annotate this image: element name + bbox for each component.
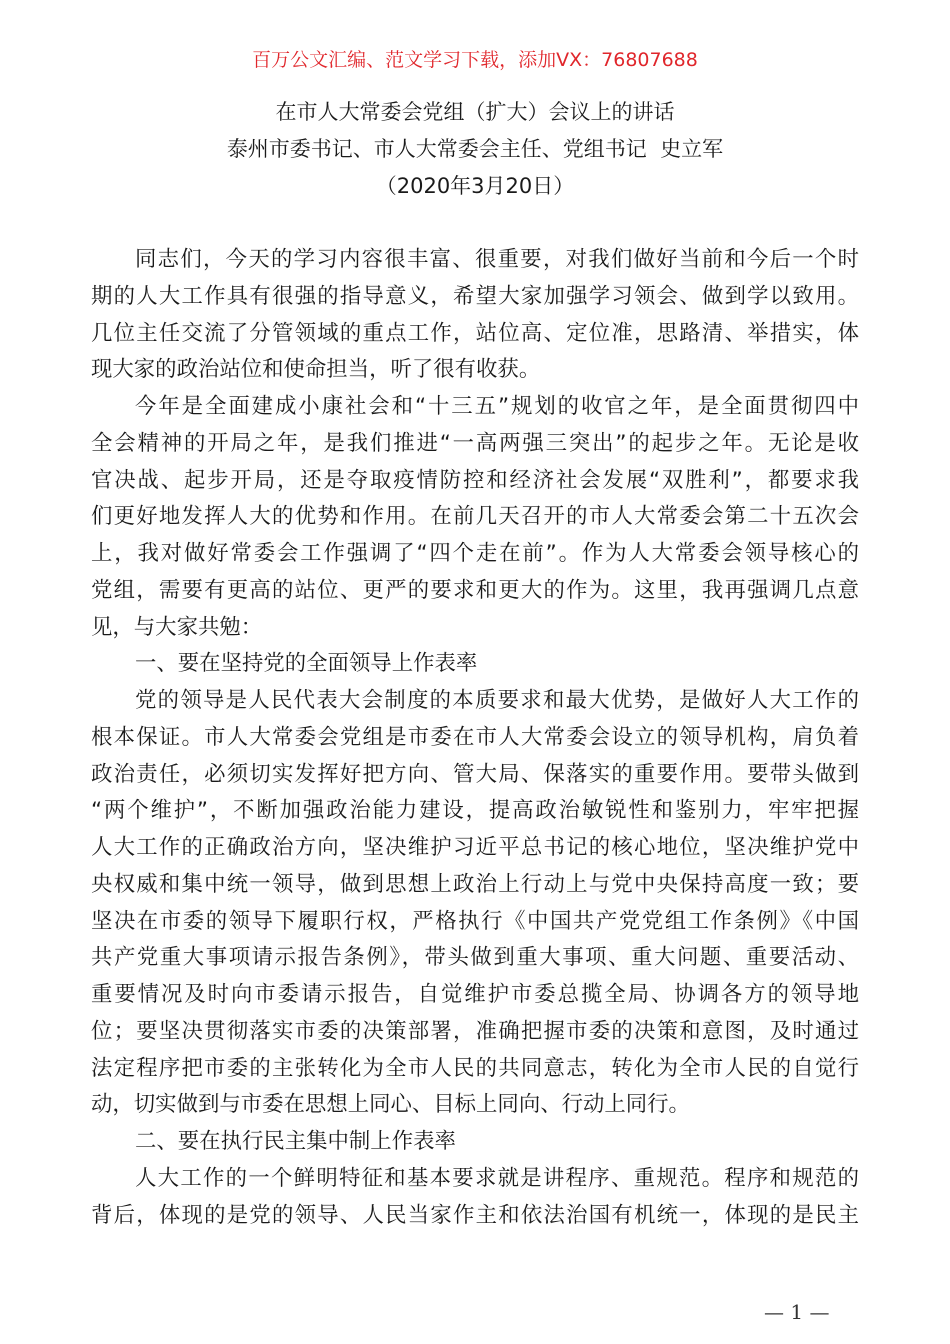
text-line: 见，与大家共勉：	[91, 614, 263, 640]
document-author: 泰州市委书记、市人大常委会主任、党组书记 史立军	[226, 137, 724, 161]
section-heading	[91, 646, 859, 683]
text-line: 们更好地发挥人大的优势和作用。在前几天召开的市人大常委会第二十五次会	[91, 504, 859, 530]
text-line: 根本保证。市人大常委会党组是市委在市人大常委会设立的领导机构，肩负着	[91, 724, 859, 750]
text-line: 今年是全面建成小康社会和“十三五”规划的收官之年，是全面贯彻四中	[135, 394, 859, 419]
text-line: 共产党重大事项请示报告条例》，带头做到重大事项、重大问题、重要活动、	[91, 945, 859, 971]
text-line: 几位主任交流了分管领域的重点工作，站位高、定位准，思路清、举措实，体	[91, 320, 859, 346]
paragraph	[91, 389, 859, 646]
text-line: 期的人大工作具有很强的指导意义，希望大家加强学习领会、做到学以致用。	[91, 283, 859, 309]
text-line: 人大工作的一个鲜明特征和基本要求就是讲程序、重规范。程序和规范的	[135, 1165, 859, 1191]
page-number: — 1 —	[764, 1300, 830, 1324]
text-line: 动，切实做到与市委在思想上同心、目标上同向、行动上同行。	[91, 1092, 690, 1118]
text-line: 人大工作的正确政治方向，坚决维护习近平总书记的核心地位，坚决维护党中	[91, 835, 859, 860]
document-body	[91, 242, 859, 1234]
paragraph	[91, 1161, 859, 1235]
text-line: 二、要在执行民主集中制上作表率	[135, 1129, 456, 1154]
text-line: 现大家的政治站位和使命担当，听了很有收获。	[91, 357, 541, 383]
text-line: “两个维护”，不断加强政治能力建设，提高政治敏锐性和鉴别力，牢牢把握	[91, 798, 859, 824]
text-line: 政治责任，必须切实发挥好把方向、管大局、保落实的重要作用。要带头做到	[91, 761, 859, 787]
text-line: 重要情况及时向市委请示报告，自觉维护市委总揽全局、协调各方的领导地	[91, 982, 859, 1007]
section-heading	[91, 1124, 859, 1161]
paragraph	[91, 683, 859, 1124]
text-line: 央权威和集中统一领导，做到思想上政治上行动上与党中央保持高度一致；要	[91, 871, 859, 897]
document-date: （2020年3月20日）	[375, 174, 575, 198]
text-line: 全会精神的开局之年，是我们推进“一高两强三突出”的起步之年。无论是收	[91, 430, 859, 456]
text-line: 背后，体现的是党的领导、人民当家作主和依法治国有机统一，体现的是民主	[91, 1202, 859, 1228]
text-line: 法定程序把市委的主张转化为全市人民的共同意志，转化为全市人民的自觉行	[91, 1055, 859, 1081]
watermark-banner: 百万公文汇编、范文学习下载，添加VX：76807688	[252, 49, 698, 71]
text-line: 一、要在坚持党的全面领导上作表率	[135, 651, 478, 677]
text-line: 位；要坚决贯彻落实市委的决策部署，准确把握市委的决策和意图，及时通过	[91, 1018, 859, 1044]
text-line: 上，我对做好常委会工作强调了“四个走在前”。作为人大常委会领导核心的	[91, 541, 859, 566]
text-line: 党组，需要有更高的站位、更严的要求和更大的作为。这里，我再强调几点意	[91, 577, 859, 603]
text-line: 官决战、起步开局，还是夺取疫情防控和经济社会发展“双胜利”，都要求我	[91, 467, 859, 493]
text-line: 坚决在市委的领导下履职行权，严格执行《中国共产党党组工作条例》《中国	[91, 908, 859, 934]
paragraph	[91, 242, 859, 389]
document-title: 在市人大常委会党组（扩大）会议上的讲话	[275, 100, 675, 124]
text-line: 党的领导是人民代表大会制度的本质要求和最大优势，是做好人大工作的	[135, 688, 859, 713]
document-header	[0, 94, 950, 205]
text-line: 同志们，今天的学习内容很丰富、很重要，对我们做好当前和今后一个时	[135, 247, 859, 272]
